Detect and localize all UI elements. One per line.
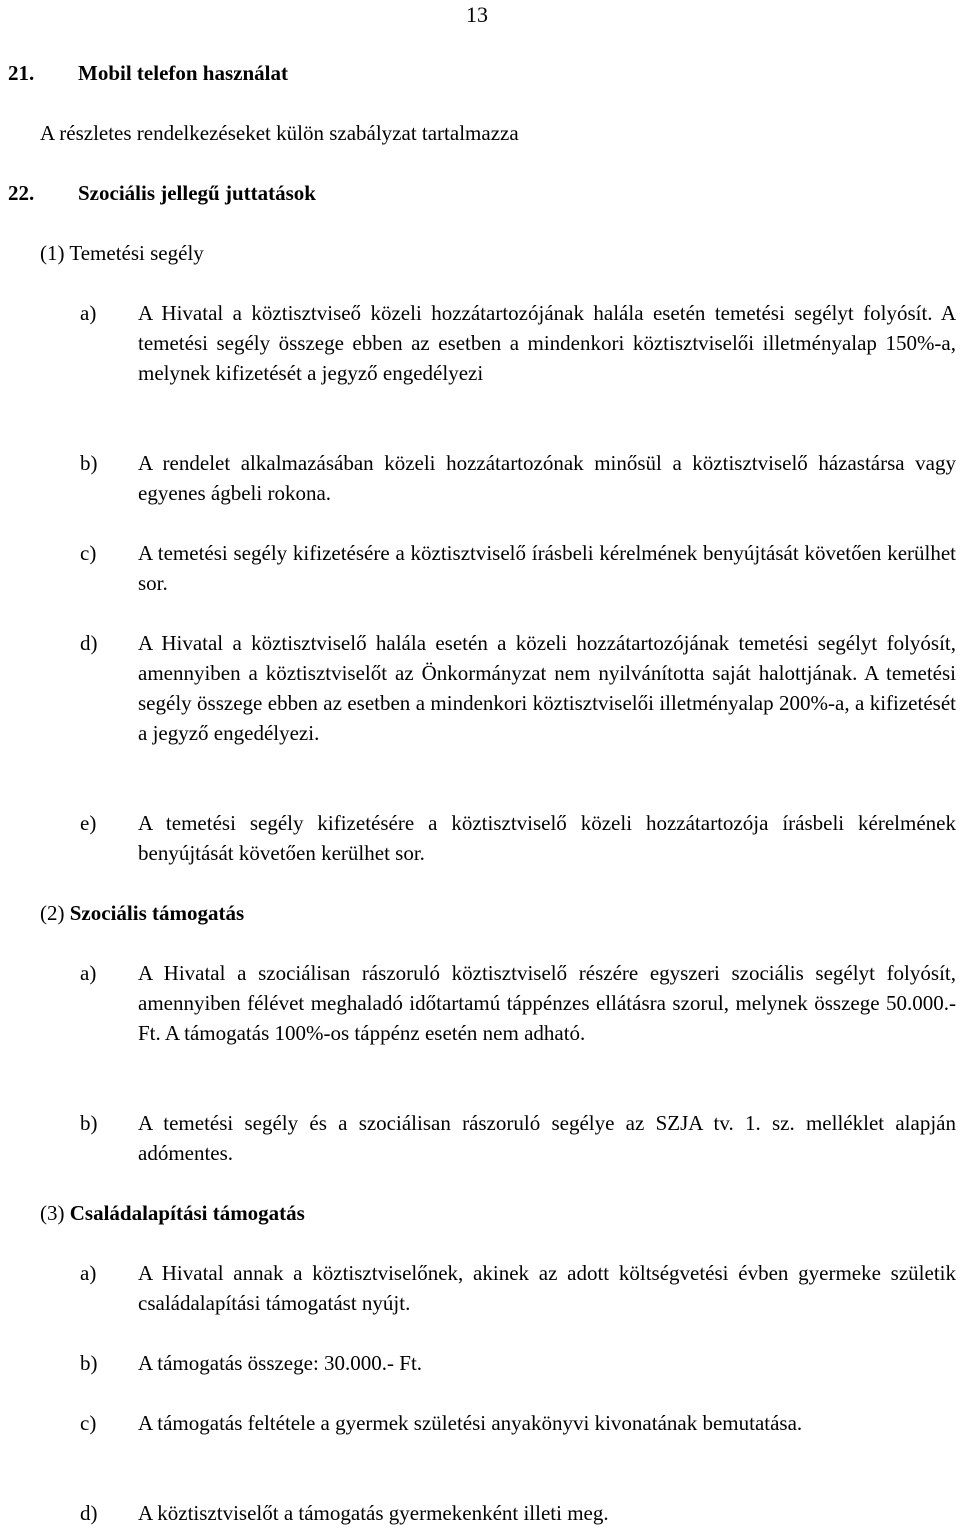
- section-21-heading: [8, 58, 288, 88]
- subsection-title: Családalapítási támogatás: [69, 1201, 305, 1225]
- item-label: d): [80, 631, 98, 655]
- item-label: b): [80, 451, 98, 475]
- item-label: c): [80, 1411, 97, 1435]
- item-label: a): [80, 301, 97, 325]
- subsection-title: Temetési segély: [69, 241, 204, 265]
- subsection-label: (3): [40, 1201, 65, 1225]
- subsection-label: (1): [40, 241, 65, 265]
- item-label: b): [80, 1111, 98, 1135]
- item-text: A köztisztviselőt a támogatás gyermekenként illeti meg.: [138, 1501, 609, 1525]
- item-text: A támogatás összege: 30.000.- Ft.: [138, 1351, 423, 1375]
- item-label: d): [80, 1501, 98, 1525]
- section-title: Mobil telefon használat: [78, 61, 288, 85]
- section-number: 21.: [8, 61, 35, 85]
- item-label: c): [80, 541, 97, 565]
- item-text: A Hivatal annak a köztisztviselőnek, akinek az adott költségvetési évben gyermeke születik családalapítási támogatást nyújt.: [138, 1261, 956, 1315]
- section-22-heading: [8, 178, 316, 208]
- item-text: A temetési segély kifizetésére a köztisztviselő írásbeli kérelmének benyújtását követően kerülhet sor.: [138, 541, 956, 595]
- subsection-title: Szociális támogatás: [69, 901, 245, 925]
- item-label: b): [80, 1351, 98, 1375]
- item-label: e): [80, 811, 97, 835]
- item-label: a): [80, 1261, 97, 1285]
- item-label: a): [80, 961, 97, 985]
- section-21-text: A részletes rendelkezéseket külön szabályzat tartalmazza: [40, 121, 519, 145]
- item-text: A Hivatal a szociálisan rászoruló köztisztviselő részére egyszeri szociális segélyt folyósít, amennyiben félévet meghaladó időtartamú táppénzes ellátásra szorul, melynek összege 50.000.-Ft. A támogatás 100%-os táppénz esetén nem adható.: [138, 961, 956, 1045]
- item-text: A Hivatal a köztisztviselő halála esetén a közeli hozzátartozójának temetési segélyt folyósít, amennyiben a köztisztviselőt az Önkormányzat nem nyilvánította saját halottjának. A temetési segély összege ebben az esetben a mindenkori köztisztviselői illetményalap 200%-a, a kifizetését a jegyző engedélyezi.: [138, 631, 956, 745]
- item-text: A rendelet alkalmazásában közeli hozzátartozónak minősül a köztisztviselő házastársa vagy egyenes ágbeli rokona.: [138, 451, 956, 505]
- subsection-label: (2): [40, 901, 65, 925]
- section-number: 22.: [8, 181, 35, 205]
- item-text: A Hivatal a köztisztviseő közeli hozzátartozójának halála esetén temetési segélyt folyósít. A temetési segély összege ebben az esetben a mindenkori köztisztviselői illetményalap 150%-a, melynek kifizetését a jegyző engedélyezi: [138, 301, 956, 385]
- section-title: Szociális jellegű juttatások: [78, 181, 316, 205]
- item-text: A temetési segély kifizetésére a köztisztviselő közeli hozzátartozója írásbeli kérelmének benyújtását követően kerülhet sor.: [138, 811, 956, 865]
- item-text: A támogatás feltétele a gyermek születési anyakönyvi kivonatának bemutatása.: [138, 1411, 803, 1435]
- subsection-2-heading: [40, 898, 244, 928]
- subsection-1-heading: [40, 238, 204, 268]
- item-text: A temetési segély és a szociálisan rászoruló segélye az SZJA tv. 1. sz. melléklet alapján adómentes.: [138, 1111, 956, 1165]
- page-number: 13: [466, 2, 488, 27]
- subsection-3-heading: [40, 1198, 305, 1228]
